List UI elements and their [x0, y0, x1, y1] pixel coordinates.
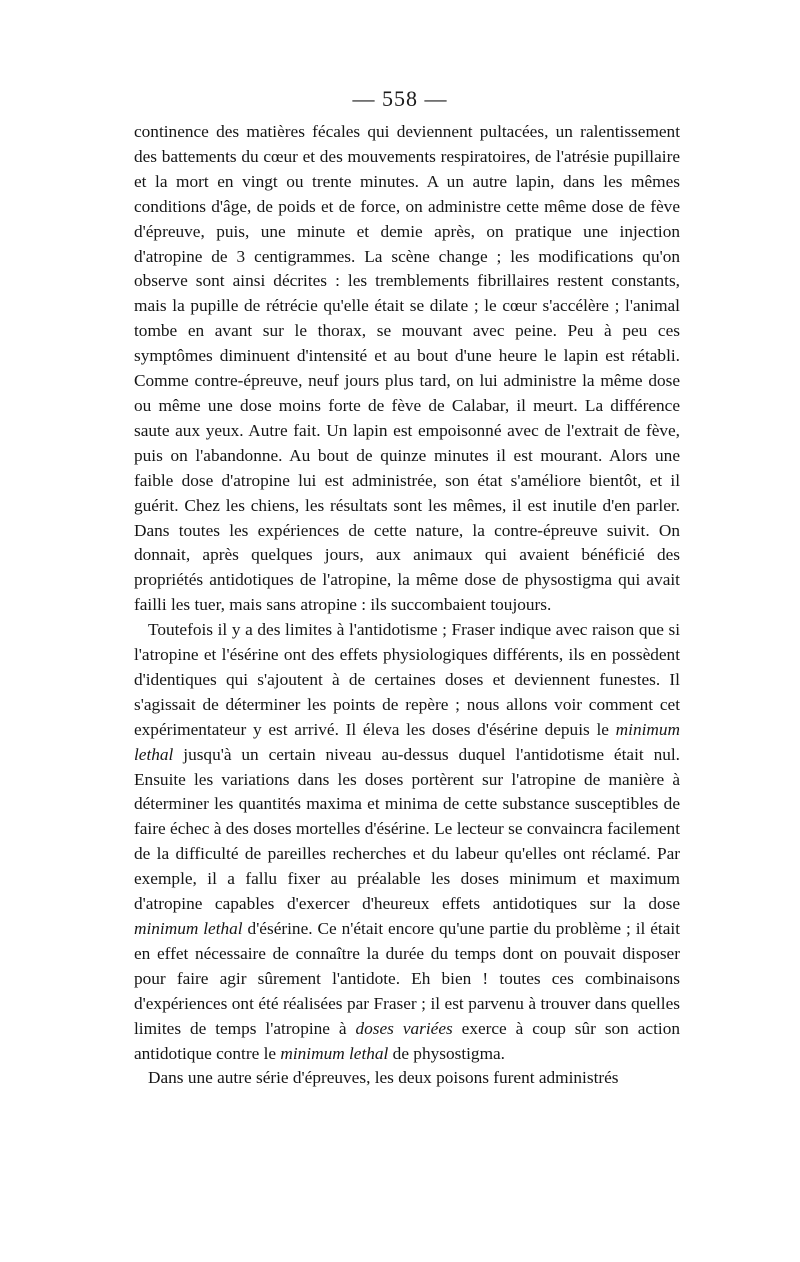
italic-text: minimum lethal	[280, 1043, 389, 1063]
italic-text: minimum lethal	[134, 919, 243, 938]
text-run: exerce à coup sûr son action antidotique contre le	[134, 1018, 680, 1063]
body-text	[134, 120, 680, 1091]
text-run: d'ésérine. Ce n'était encore qu'une partie du problème ; il était en effet nécessaire de connaître la durée du temps dont on pouvait disposer pour faire agir sûrement l'antidote. Eh bien ! toutes ces combinaisons d'expériences ont été réalisées par Fraser ; il est parvenu à trouver dans quelles limites de temps l'atropine à	[134, 919, 681, 1038]
page-number: — 558 —	[352, 86, 448, 111]
paragraph	[134, 1066, 680, 1091]
paragraph	[134, 120, 680, 618]
italic-text: doses variées	[355, 1018, 453, 1038]
text-run: jusqu'à un certain niveau au-dessus duquel l'antidotisme était nul. Ensuite les variations dans les doses portèrent sur l'atropine de manière à déterminer les quantités maxima et minima de cette substance susceptibles de faire échec à des doses mortelles d'ésérine. Le lecteur se convaincra facilement de la difficulté de pareilles recherches et du labeur qu'elles ont réclamé. Par exemple, il a fallu fixer au préalable les doses minimum et maximum d'atropine capables d'exercer d'heureux effets antidotiques sur la dose	[134, 744, 680, 914]
italic-text: minimum lethal	[134, 719, 680, 764]
paragraph	[134, 618, 680, 1066]
text-run: Toutefois il y a des limites à l'antidotisme ; Fraser indique avec raison que si l'atropine et l'ésérine ont des effets physiologiques différents, ils en possèdent d'identiques qui s'ajoutent à de certaines doses et deviennent funestes. Il s'agissait de déterminer les points de repère ; nous allons voir comment cet expérimentateur y est arrivé. Il éleva les doses d'ésérine depuis le	[134, 620, 680, 739]
text-run: de physostigma.	[388, 1043, 505, 1063]
text-run: Dans une autre série d'épreuves, les deux poisons furent administrés	[148, 1068, 619, 1088]
text-run: continence des matières fécales qui deviennent pultacées, un ralentissement des battements du cœur et des mouvements respiratoires, de l'atrésie pupillaire et la mort en vingt ou trente minutes. A un autre lapin, dans les mêmes conditions d'âge, de poids et de force, on administre cette même dose de fève d'épreuve, puis, une minute et demie après, on pratique une injection d'atropine de 3 centigrammes. La scène change ; les modifications qu'on observe sont ainsi décrites : les tremblements fibrillaires restent constants, mais la pupille de rétrécie qu'elle était se dilate ; le cœur s'accélère ; l'animal tombe en avant sur le thorax, se mouvant avec peine. Peu à peu ces symptômes diminuent d'intensité et au bout d'une heure le lapin est rétabli. Comme contre-épreuve, neuf jours plus tard, on lui administre la même dose ou même une dose moins forte de fève de Calabar, il meurt. La différence saute aux yeux. Autre fait. Un lapin est empoisonné avec de l'extrait de fève, puis on l'abandonne. Au bout de quinze minutes il est mourant. Alors une faible dose d'atropine lui est administrée, son état s'améliore bientôt, et il guérit. Chez les chiens, les résultats sont les mêmes, il est inutile d'en parler. Dans toutes les expériences de cette nature, la contre-épreuve suivit. On donnait, après quelques jours, aux animaux qui avaient bénéficié des propriétés antidotiques de l'atropine, la même dose de physostigma qui avait failli les tuer, mais sans atropine : ils succombaient toujours.	[134, 122, 680, 615]
